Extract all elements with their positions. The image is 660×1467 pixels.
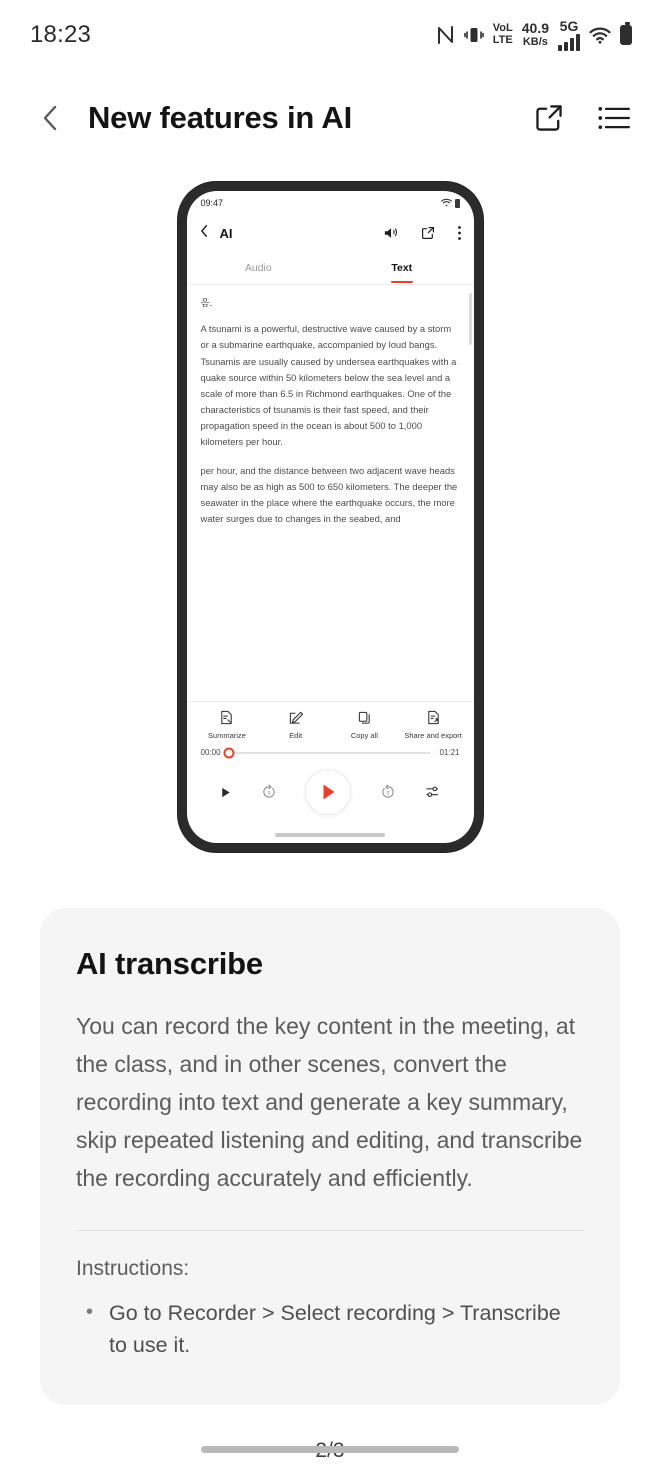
share-export-icon: [426, 710, 441, 727]
status-bar: [0, 0, 660, 70]
page-title: New features in AI: [88, 100, 352, 135]
edit-icon: [288, 710, 303, 727]
back-chevron-icon[interactable]: [34, 101, 68, 135]
speaker-icon[interactable]: [383, 226, 399, 240]
feature-card: [40, 908, 620, 1405]
preview-app-title: AI: [219, 225, 233, 241]
network-speed-value: 40.9: [521, 20, 549, 37]
seek-track[interactable]: [229, 752, 432, 754]
wifi-icon: [589, 26, 611, 44]
instructions-label: Instructions:: [76, 1256, 190, 1280]
settings-sliders-icon[interactable]: [425, 784, 441, 800]
share-icon[interactable]: [534, 103, 564, 133]
network-speed-unit: KB/s: [522, 35, 548, 48]
phone-frame: [178, 182, 483, 852]
status-icons: [436, 19, 632, 52]
edit-button[interactable]: [261, 710, 330, 740]
svg-text:3: 3: [267, 791, 271, 798]
bullet-dot-icon: •: [86, 1300, 94, 1323]
vibrate-icon: [464, 25, 484, 45]
volte-line2: LTE: [492, 33, 513, 46]
tab-audio[interactable]: Audio: [244, 261, 272, 274]
network-type: 5G: [558, 19, 580, 52]
share-icon[interactable]: [421, 226, 435, 240]
phone-screen: [187, 191, 474, 843]
play-main-button[interactable]: [305, 769, 351, 815]
card-description: You can record the key content in the meeting, at the class, and in other scenes, convert the recording into text and generate a key summary, skip repeated listening and editing, and transcribe the recording accurately and efficiently.: [76, 1013, 583, 1191]
summarize-label: Summarize: [207, 731, 246, 740]
summarize-button[interactable]: [193, 710, 262, 740]
transcript-paragraph: A tsunami is a powerful, destructive wave caused by a storm or a submarine earthquake, accompanied by loud bangs. Tsunamis are usually caused by undersea earthquakes with a quake source within 50 kilometers below the sea level and a scale of more than 6.5 in Richmond earthquakes. One of the characteristics of tsunamis is their fast speed, and their propagation speed in the ocean is about 500 to 1,000 kilometers per hour.: [200, 323, 457, 448]
signal-bars-icon: [558, 34, 580, 51]
tab-text[interactable]: Text: [330, 251, 474, 284]
volte-line1: VoL: [492, 22, 513, 35]
transcript-paragraph: per hour, and the distance between two adjacent wave heads may also be as high as 500 to 650 kilometers. The deeper the seawater in the place where the earthquake occurs, the more water surges due to changes in the seabed, and: [200, 464, 458, 525]
card-title: AI transcribe: [76, 946, 263, 981]
preview-player-controls: [187, 757, 474, 827]
copy-icon: [357, 710, 372, 727]
preview-seek-bar[interactable]: [187, 744, 474, 757]
battery-icon: [455, 199, 460, 208]
share-export-button[interactable]: [399, 710, 468, 740]
play-small-icon[interactable]: [219, 786, 232, 799]
instruction-item: [76, 1297, 584, 1362]
battery-icon: [620, 25, 632, 45]
preview-transcript[interactable]: [187, 285, 474, 701]
scrollbar[interactable]: [469, 293, 472, 345]
network-speed: [522, 21, 549, 48]
edit-label: Edit: [289, 731, 303, 740]
preview-tabs: [187, 251, 474, 285]
list-menu-icon[interactable]: [598, 105, 630, 131]
more-vertical-icon[interactable]: [457, 225, 462, 241]
preview-home-indicator: [187, 827, 474, 843]
preview-action-bar: [187, 701, 474, 744]
copy-all-button[interactable]: [330, 710, 399, 740]
copy-all-label: Copy all: [350, 731, 378, 740]
svg-text:3: 3: [386, 791, 390, 798]
preview-app-bar: [187, 215, 474, 251]
share-export-label: Share and export: [404, 731, 462, 740]
total-time: 01:21: [439, 748, 460, 757]
volte-indicator: [493, 23, 513, 46]
summarize-icon: [219, 710, 234, 727]
back-chevron-icon[interactable]: [199, 224, 210, 243]
forward-3-icon[interactable]: [380, 784, 396, 800]
app-header: [0, 70, 660, 166]
current-time: 00:00: [200, 748, 221, 757]
seek-knob[interactable]: [223, 747, 234, 758]
transcript-lead: 음.: [200, 297, 213, 308]
status-time: 18:23: [30, 21, 92, 48]
instruction-text: Go to Recorder > Select recording > Transcribe to use it.: [109, 1300, 561, 1357]
rewind-3-icon[interactable]: [261, 784, 277, 800]
preview-status-time: 09:47: [200, 198, 224, 208]
preview-illustration: [0, 182, 660, 852]
preview-status-bar: [187, 191, 474, 215]
nfc-icon: [436, 24, 455, 46]
card-divider: [76, 1230, 584, 1231]
home-indicator[interactable]: [0, 1446, 660, 1453]
wifi-icon: [441, 198, 452, 209]
